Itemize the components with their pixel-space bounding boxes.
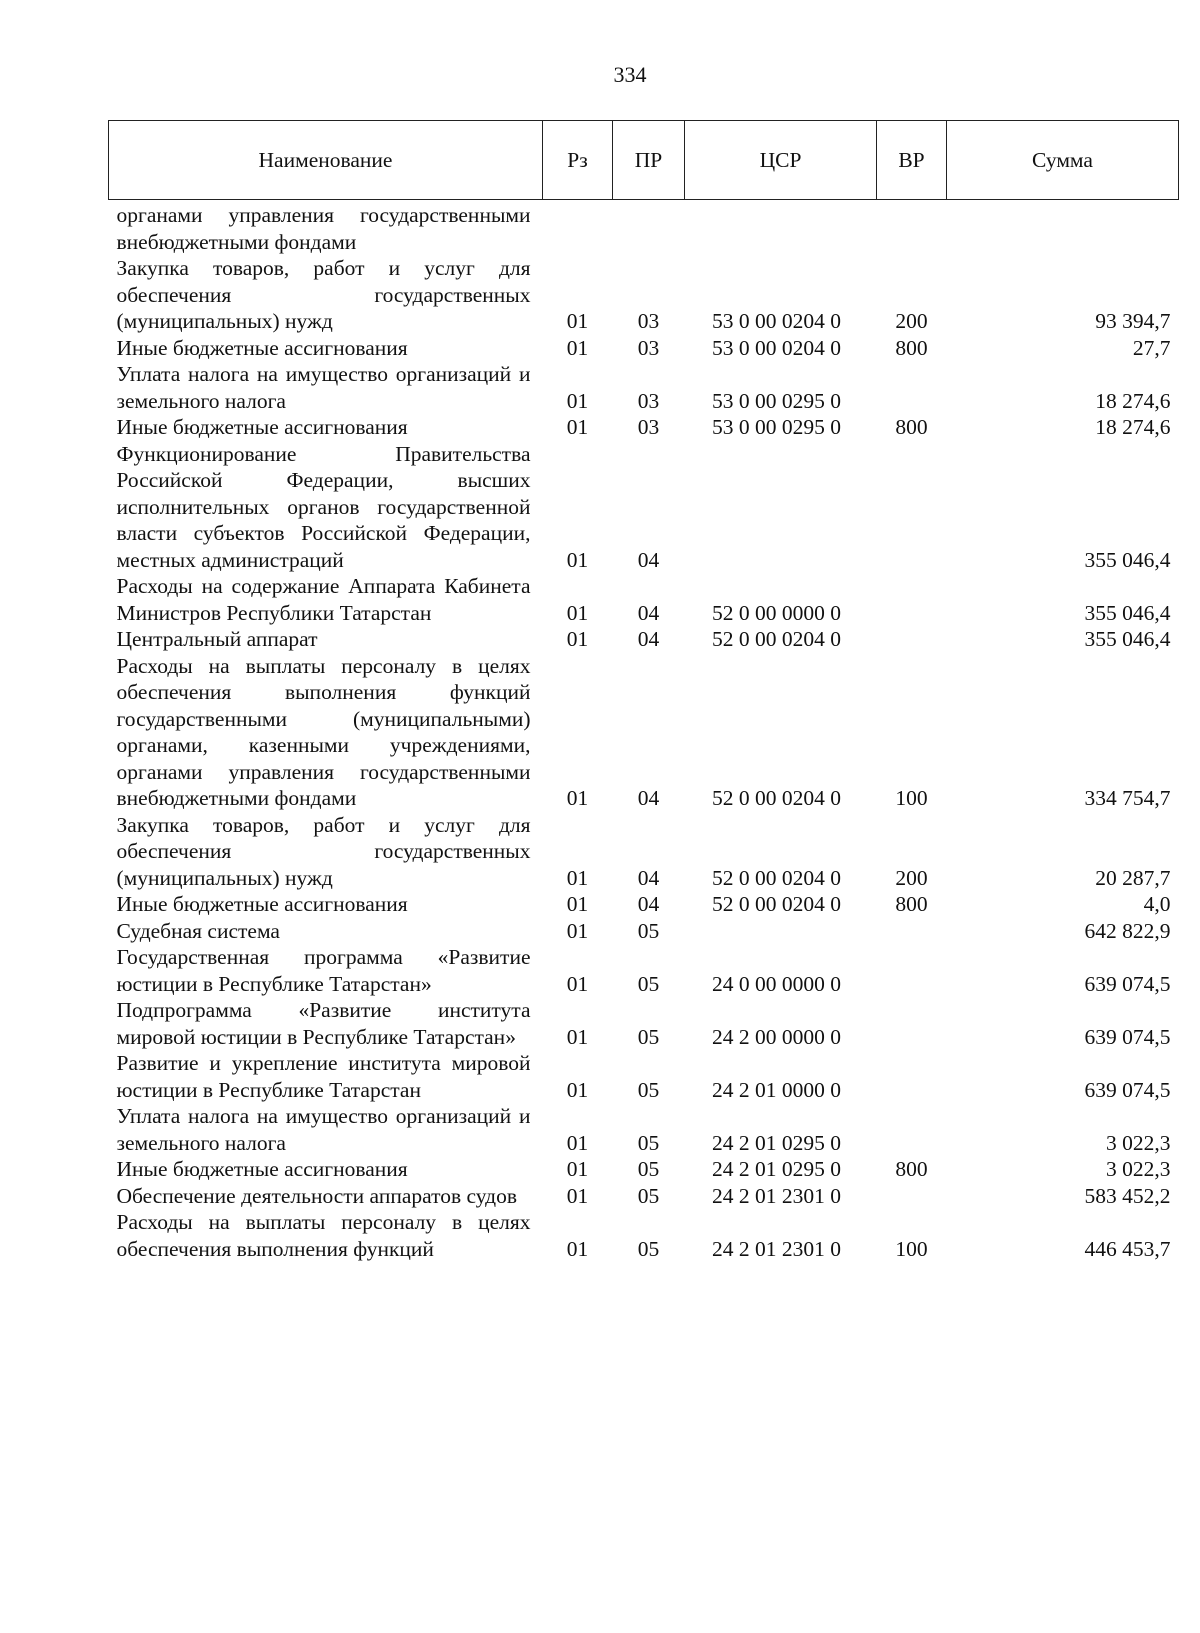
cell-sum: 583 452,2 xyxy=(1084,1183,1171,1208)
cell-vr xyxy=(877,361,947,414)
cell-pr: 05 xyxy=(637,1130,660,1155)
cell-sum: 18 274,6 xyxy=(1095,388,1171,413)
cell-vr xyxy=(877,918,947,945)
cell-sum: 93 394,7 xyxy=(1095,309,1171,333)
cell-vr: 800 xyxy=(895,335,928,360)
cell-vr xyxy=(877,1183,947,1210)
cell-name: Иные бюджетные ассигнования xyxy=(116,892,408,916)
cell-pr: 04 xyxy=(637,627,660,651)
cell-name: Расходы на выплаты персоналу в целях обеспечения выполнения функций государственными (муниципальными) органами, казенными учреждениями, органами управления государственными внебюджетными фондами xyxy=(116,653,531,810)
cell-name: органами управления государственными внебюджетными фондами xyxy=(116,203,531,254)
cell-name: Иные бюджетные ассигнования xyxy=(116,335,408,360)
table-row xyxy=(109,255,1179,335)
cell-sum: 639 074,5 xyxy=(1084,1024,1171,1049)
cell-rz: 01 xyxy=(566,1024,589,1049)
cell-name: Развитие и укрепление института мировой юстиции в Республике Татарстан xyxy=(116,1051,531,1102)
cell-sum: 334 754,7 xyxy=(1084,786,1171,810)
table-row xyxy=(109,1156,1179,1183)
table-row xyxy=(109,200,1179,256)
cell-sum: 355 046,4 xyxy=(1084,627,1171,651)
cell-vr xyxy=(877,626,947,653)
cell-sum: 355 046,4 xyxy=(1084,547,1171,572)
cell-sum: 642 822,9 xyxy=(1084,918,1171,943)
cell-csr: 52 0 00 0204 0 xyxy=(712,627,841,651)
cell-rz: 01 xyxy=(566,786,589,810)
cell-pr: 04 xyxy=(637,865,660,890)
cell-rz: 01 xyxy=(566,1157,589,1181)
cell-rz: 01 xyxy=(566,892,589,916)
cell-name: Иные бюджетные ассигнования xyxy=(116,1157,408,1181)
cell-sum xyxy=(947,200,1179,256)
cell-name: Иные бюджетные ассигнования xyxy=(116,415,408,439)
cell-vr xyxy=(877,944,947,997)
table-row xyxy=(109,1103,1179,1156)
cell-rz: 01 xyxy=(566,335,589,360)
cell-pr: 03 xyxy=(637,309,660,333)
cell-pr: 04 xyxy=(637,786,660,810)
cell-vr xyxy=(877,573,947,626)
cell-pr: 03 xyxy=(637,335,660,360)
cell-vr: 800 xyxy=(895,892,928,916)
cell-rz: 01 xyxy=(566,547,589,572)
header-pr: ПР xyxy=(613,121,685,200)
cell-name: Подпрограмма «Развитие института мировой юстиции в Республике Татарстан» xyxy=(116,998,531,1049)
cell-rz: 01 xyxy=(566,918,589,943)
cell-rz: 01 xyxy=(566,600,589,625)
header-name: Наименование xyxy=(109,121,543,200)
cell-vr xyxy=(877,997,947,1050)
table-row xyxy=(109,891,1179,918)
cell-csr: 52 0 00 0000 0 xyxy=(712,600,841,625)
cell-sum: 355 046,4 xyxy=(1084,600,1171,625)
cell-pr: 05 xyxy=(637,971,660,996)
cell-name: Государственная программа «Развитие юстиции в Республике Татарстан» xyxy=(116,945,531,996)
cell-csr: 53 0 00 0204 0 xyxy=(712,309,841,333)
cell-rz: 01 xyxy=(566,1183,589,1208)
cell-pr: 03 xyxy=(637,415,660,439)
cell-vr: 100 xyxy=(895,1236,928,1261)
page-number: 334 xyxy=(613,62,647,87)
cell-csr: 53 0 00 0204 0 xyxy=(712,335,841,360)
cell-rz: 01 xyxy=(566,388,589,413)
cell-sum: 639 074,5 xyxy=(1084,971,1171,996)
cell-sum: 27,7 xyxy=(1132,335,1171,360)
cell-pr: 05 xyxy=(637,1157,660,1181)
cell-sum: 639 074,5 xyxy=(1084,1077,1171,1102)
table-row xyxy=(109,626,1179,653)
cell-pr: 05 xyxy=(637,1236,660,1261)
cell-pr: 04 xyxy=(637,547,660,572)
cell-rz xyxy=(543,200,613,256)
cell-sum: 3 022,3 xyxy=(1106,1157,1171,1181)
cell-csr: 53 0 00 0295 0 xyxy=(712,415,841,439)
cell-name: Центральный аппарат xyxy=(116,627,318,651)
cell-csr: 24 2 01 2301 0 xyxy=(712,1183,841,1208)
cell-csr: 24 2 01 0000 0 xyxy=(712,1077,841,1102)
table-row xyxy=(109,441,1179,574)
cell-name: Судебная система xyxy=(116,918,280,943)
cell-pr: 05 xyxy=(637,1077,660,1102)
cell-pr: 05 xyxy=(637,1024,660,1049)
cell-vr xyxy=(877,1103,947,1156)
budget-table xyxy=(108,120,1179,1262)
cell-csr: 24 2 00 0000 0 xyxy=(712,1024,841,1049)
header-rz: Рз xyxy=(543,121,613,200)
cell-rz: 01 xyxy=(566,627,589,651)
cell-name: Закупка товаров, работ и услуг для обеспечения государственных (муниципальных) нужд xyxy=(116,812,531,890)
cell-name: Расходы на содержание Аппарата Кабинета Министров Республики Татарстан xyxy=(116,574,531,625)
table-row xyxy=(109,653,1179,812)
table-row xyxy=(109,918,1179,945)
cell-pr: 05 xyxy=(637,918,660,943)
table-body xyxy=(109,200,1179,1263)
cell-rz: 01 xyxy=(566,971,589,996)
cell-rz: 01 xyxy=(566,1236,589,1261)
header-vr: ВР xyxy=(877,121,947,200)
table-row xyxy=(109,997,1179,1050)
cell-vr: 200 xyxy=(895,865,928,890)
table-row xyxy=(109,1183,1179,1210)
table-row xyxy=(109,335,1179,362)
cell-csr: 24 2 01 2301 0 xyxy=(712,1236,841,1261)
table-header-row xyxy=(109,121,1179,200)
cell-vr xyxy=(877,441,947,574)
cell-name: Расходы на выплаты персоналу в целях обеспечения выполнения функций xyxy=(116,1210,531,1261)
cell-csr xyxy=(685,441,877,574)
cell-vr xyxy=(877,200,947,256)
cell-vr: 800 xyxy=(895,1157,928,1181)
cell-name: Обеспечение деятельности аппаратов судов xyxy=(116,1183,517,1208)
cell-pr: 04 xyxy=(637,892,660,916)
cell-sum: 446 453,7 xyxy=(1084,1236,1171,1261)
cell-csr: 53 0 00 0295 0 xyxy=(712,388,841,413)
cell-vr: 200 xyxy=(895,309,928,333)
cell-name: Функционирование Правительства Российской Федерации, высших исполнительных органов государственной власти субъектов Российской Федерации, местных администраций xyxy=(116,441,531,572)
cell-rz: 01 xyxy=(566,309,589,333)
cell-csr: 52 0 00 0204 0 xyxy=(712,892,841,916)
cell-pr: 03 xyxy=(637,388,660,413)
table-row xyxy=(109,414,1179,441)
cell-rz: 01 xyxy=(566,865,589,890)
cell-pr xyxy=(613,200,685,256)
cell-csr: 52 0 00 0204 0 xyxy=(712,865,841,890)
table-row xyxy=(109,573,1179,626)
cell-csr xyxy=(685,918,877,945)
cell-rz: 01 xyxy=(566,1130,589,1155)
cell-csr: 24 0 00 0000 0 xyxy=(712,971,841,996)
cell-vr: 100 xyxy=(895,786,928,810)
table-row xyxy=(109,812,1179,892)
table-row xyxy=(109,361,1179,414)
cell-rz: 01 xyxy=(566,1077,589,1102)
header-csr: ЦСР xyxy=(685,121,877,200)
cell-sum: 4,0 xyxy=(1143,892,1171,916)
cell-csr: 24 2 01 0295 0 xyxy=(712,1130,841,1155)
cell-name: Уплата налога на имущество организаций и земельного налога xyxy=(116,362,531,413)
table-row xyxy=(109,1050,1179,1103)
cell-csr xyxy=(685,200,877,256)
table-row xyxy=(109,944,1179,997)
cell-csr: 24 2 01 0295 0 xyxy=(712,1157,841,1181)
cell-sum: 3 022,3 xyxy=(1106,1130,1171,1155)
cell-sum: 20 287,7 xyxy=(1095,865,1171,890)
cell-pr: 05 xyxy=(637,1183,660,1208)
table-row xyxy=(109,1209,1179,1262)
cell-vr: 800 xyxy=(895,415,928,439)
cell-vr xyxy=(877,1050,947,1103)
cell-csr: 52 0 00 0204 0 xyxy=(712,786,841,810)
cell-name: Закупка товаров, работ и услуг для обеспечения государственных (муниципальных) нужд xyxy=(116,256,531,333)
cell-rz: 01 xyxy=(566,415,589,439)
cell-name: Уплата налога на имущество организаций и земельного налога xyxy=(116,1104,531,1155)
cell-sum: 18 274,6 xyxy=(1095,415,1171,439)
cell-pr: 04 xyxy=(637,600,660,625)
header-sum: Сумма xyxy=(947,121,1179,200)
